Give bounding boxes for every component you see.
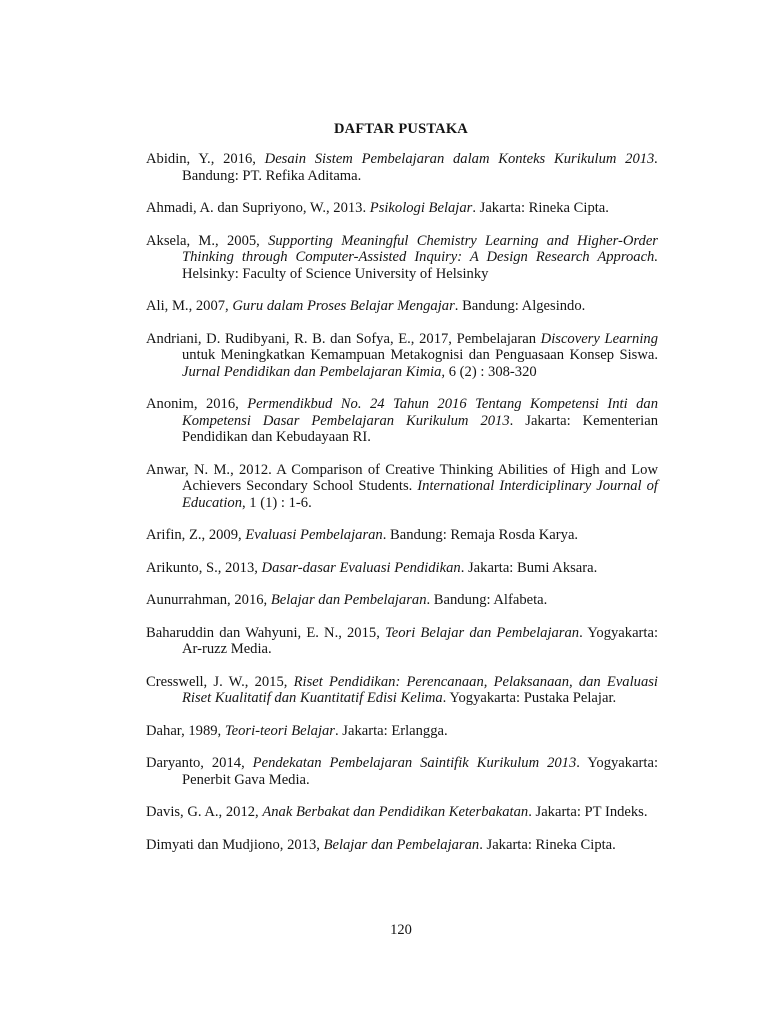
page-number: 120 [390, 922, 412, 938]
reference-text: . Jakarta: Erlangga. [335, 722, 448, 739]
reference-text: Dahar, 1989, [146, 722, 225, 739]
reference-entry [146, 331, 658, 381]
reference-title: Dasar-dasar Evaluasi Pendidikan [261, 559, 461, 576]
reference-text: Arikunto, S., 2013, [146, 559, 262, 576]
reference-entry [146, 625, 658, 658]
reference-title: Belajar dan Pembelajaran [323, 836, 480, 853]
reference-entry [146, 396, 658, 446]
reference-entry [146, 233, 658, 283]
reference-text: , 1 (1) : 1-6. [242, 494, 312, 511]
reference-entry [146, 837, 658, 854]
reference-text: Cresswell, J. W., 2015, [146, 673, 294, 690]
reference-text: Anonim, 2016, [146, 396, 248, 412]
reference-title: Riset Pendidikan: Perencanaan, Pelaksanaan, dan Evaluasi Riset Kualitatif dan Kuantitatif Edisi Kelima [182, 673, 658, 706]
reference-text: . Yogyakarta: Pustaka Pelajar. [442, 690, 617, 706]
reference-title: Psikologi Belajar [369, 200, 473, 216]
reference-text: Ali, M., 2007, [146, 298, 233, 314]
reference-text: Ahmadi, A. dan Supriyono, W., 2013. [146, 200, 370, 216]
reference-title: Pendekatan Pembelajaran Saintifik Kurikulum 2013 [252, 755, 577, 771]
reference-text: Andriani, D. Rudibyani, R. B. dan Sofya, E., 2017, Pembelajaran [146, 330, 541, 347]
reference-entry [146, 723, 658, 740]
reference-text: . Jakarta: Rineka Cipta. [479, 836, 616, 853]
reference-text: Baharuddin dan Wahyuni, E. N., 2015, [146, 624, 385, 641]
reference-text: Dimyati dan Mudjiono, 2013, [146, 836, 324, 853]
reference-text: Aunurrahman, 2016, [146, 592, 271, 608]
reference-text: untuk Meningkatkan Kemampuan Metakognisi dan Penguasaan Konsep Siswa. [182, 347, 658, 363]
reference-text: Anwar, N. M., 2012. A Comparison of Creative Thinking Abilities of High and Low Achievers Secondary School Students. [146, 461, 658, 494]
reference-text: . Yogyakarta: Ar-ruzz Media. [182, 624, 658, 657]
reference-title: Teori-teori Belajar [224, 722, 335, 739]
reference-entry [146, 560, 658, 577]
reference-text: . Jakarta: Kementerian Pendidikan dan Kebudayaan RI. [182, 412, 658, 445]
reference-text: Helsinky: Faculty of Science University of Helsinky [182, 265, 489, 282]
reference-title: Anak Berbakat dan Pendidikan Keterbakatan [262, 804, 529, 820]
reference-title: Belajar dan Pembelajaran [270, 592, 427, 608]
reference-title: International Interdiciplinary Journal of Education [182, 478, 658, 511]
reference-text: . Yogyakarta: Penerbit Gava Media. [182, 755, 658, 788]
reference-entry [146, 151, 658, 184]
reference-title: Jurnal Pendidikan dan Pembelajaran Kimia, [182, 363, 446, 380]
reference-title: Discovery Learning [540, 330, 658, 347]
reference-title: Permendikbud No. 24 Tahun 2016 Tentang Kompetensi Inti dan Kompetensi Dasar Pembelajaran Kurikulum 2013 [182, 396, 658, 429]
reference-entry [146, 804, 658, 821]
reference-text: Davis, G. A., 2012, [146, 804, 263, 820]
reference-text: . Jakarta: Bumi Aksara. [460, 559, 598, 576]
reference-list [146, 151, 658, 869]
reference-entry [146, 527, 658, 544]
reference-text: . Jakarta: PT Indeks. [528, 804, 648, 820]
reference-text: Bandung: PT. Refika Aditama. [182, 167, 362, 184]
reference-entry [146, 592, 658, 609]
reference-title: Teori Belajar dan Pembelajaran [385, 624, 580, 641]
reference-text: Abidin, Y., 2016, [146, 151, 265, 167]
reference-title: Guru dalam Proses Belajar Mengajar [232, 298, 455, 314]
reference-entry [146, 755, 658, 788]
reference-entry [146, 200, 658, 217]
reference-title: Desain Sistem Pembelajaran dalam Konteks Kurikulum 2013. [264, 151, 658, 167]
reference-text: . Bandung: Remaja Rosda Karya. [382, 527, 579, 543]
reference-entry [146, 674, 658, 707]
reference-title: Evaluasi Pembelajaran [245, 527, 383, 543]
page-title: DAFTAR PUSTAKA [334, 121, 468, 137]
reference-text: 6 (2) : 308-320 [445, 363, 537, 380]
reference-text: Aksela, M., 2005, [146, 232, 269, 249]
reference-text: Daryanto, 2014, [146, 755, 253, 771]
reference-text: . Bandung: Algesindo. [454, 298, 586, 314]
reference-text: . Jakarta: Rineka Cipta. [472, 200, 609, 216]
reference-entry [146, 462, 658, 512]
reference-text: Arifin, Z., 2009, [146, 527, 246, 543]
reference-title: Supporting Meaningful Chemistry Learning and Higher-Order Thinking through Computer-Assisted Inquiry: A Design Research Approach. [182, 232, 658, 265]
reference-entry [146, 298, 658, 315]
reference-text: . Bandung: Alfabeta. [426, 592, 548, 608]
